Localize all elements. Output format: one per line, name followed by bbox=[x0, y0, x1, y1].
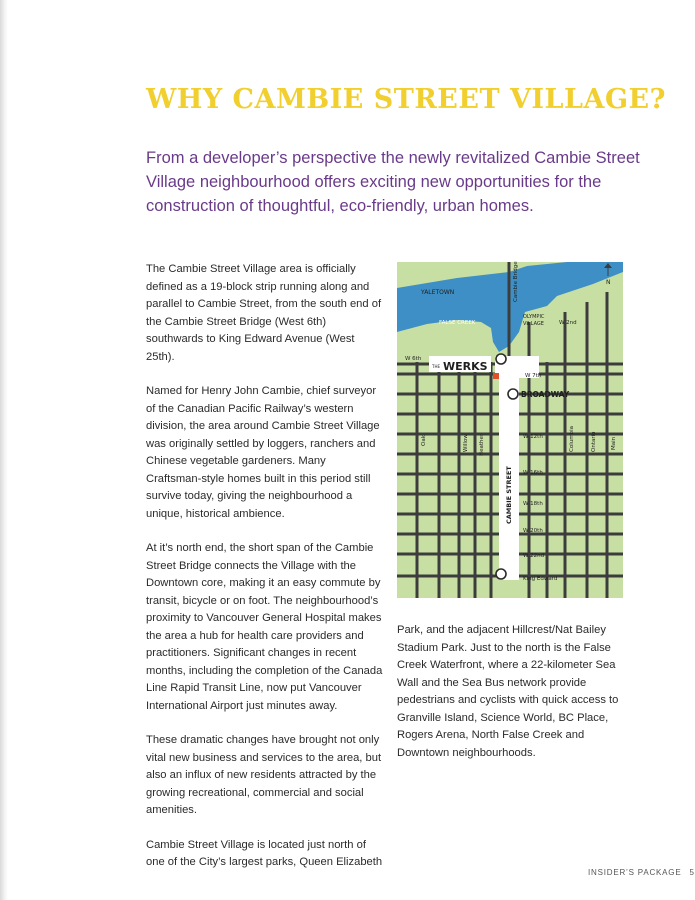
map-label-columbia: Columbia bbox=[569, 426, 575, 452]
map-label-king-edward: King Edward bbox=[523, 576, 558, 582]
body-paragraph: Cambie Street Village is located just north of one of the City’s largest parks, Queen Elizabeth bbox=[146, 838, 383, 868]
page-footer bbox=[588, 868, 695, 877]
map-label-village: VILLAGE bbox=[523, 321, 544, 327]
map-label-w16th: W 16th bbox=[523, 470, 543, 476]
body-paragraph: At it’s north end, the short span of the Cambie Street Bridge connects the Village with the Downtown core, making it an easy commute by transit, bicycle or on foot. The neighbourhood’s proximity to Vancouver General Hospital makes the area a hub for health care providers and practitioners. Significant changes in recent months, including the completion of the Canada Line Rapid Transit Line, now put Vancouver International Airport just minutes away. bbox=[146, 542, 383, 712]
map-label-w2nd: W 2nd bbox=[559, 320, 577, 326]
left-text-column bbox=[146, 261, 384, 889]
map-label-broadway: BROADWAY bbox=[521, 390, 570, 399]
transit-station-icon bbox=[496, 354, 506, 364]
page-headline: WHY CAMBIE STREET VILLAGE? bbox=[146, 84, 666, 115]
map-label-w6th: W 6th bbox=[405, 356, 422, 362]
page-edge-shadow bbox=[0, 0, 8, 900]
map-label-w12th: W 12th bbox=[523, 434, 543, 440]
map-label-willow: Willow bbox=[463, 434, 469, 452]
map-label-heather: Heather bbox=[479, 433, 485, 456]
body-paragraph: These dramatic changes have brought not only vital new business and services to the area, but also an influx of new residents attracted by the growing recreational, commercial and social amenities. bbox=[146, 734, 382, 816]
transit-station-icon bbox=[496, 569, 506, 579]
body-paragraph: Park, and the adjacent Hillcrest/Nat Bailey Stadium Park. Just to the north is the False Creek Waterfront, where a 22-kilometer Sea Wall and the Sea Bus network provide pedestrians and cyclists with quick access to Granville Island, Science World, BC Place, Rogers Arena, North False Creek and Downtown neighbourhoods. bbox=[397, 624, 619, 759]
map-label-cambie-bridge: Cambie Bridge bbox=[513, 261, 519, 302]
werks-location-marker bbox=[493, 373, 499, 379]
map-label-cambie-street: CAMBIE STREET bbox=[505, 466, 513, 524]
right-text-column bbox=[397, 622, 637, 779]
map-label-werks-small: THE bbox=[432, 364, 440, 369]
map-label-w20th: W 20th bbox=[523, 528, 543, 534]
body-paragraph: Named for Henry John Cambie, chief surveyor of the Canadian Pacific Railway’s western division, the area around Cambie Street Village was originally settled by loggers, ranchers and Chinese vegetable gardeners. Many Craftsman-style homes built in this period still survive today, giving the neighbourhood a unique, historical ambience. bbox=[146, 385, 380, 520]
map-label-north: N bbox=[606, 279, 611, 286]
map-label-false-creek: FALSE CREEK bbox=[439, 320, 476, 326]
footer-label: INSIDER’S PACKAGE bbox=[588, 868, 682, 877]
neighbourhood-map bbox=[397, 262, 623, 598]
map-label-w22nd: W 22nd bbox=[523, 553, 545, 559]
map-label-w18th: W 18th bbox=[523, 501, 543, 507]
intro-paragraph: From a developer’s perspective the newly revitalized Cambie Street Village neighbourhood offers exciting new opportunities for the construction of thoughtful, eco-friendly, urban homes. bbox=[146, 149, 640, 215]
map-label-ontario: Ontario bbox=[591, 431, 597, 452]
map-label-main: Main bbox=[611, 436, 617, 450]
map-label-yaletown: YALETOWN bbox=[421, 289, 455, 296]
map-label-olympic: OLYMPIC bbox=[523, 314, 545, 320]
page-number: 5 bbox=[689, 868, 695, 877]
map-label-oak: Oak bbox=[421, 435, 427, 446]
transit-station-icon bbox=[508, 389, 518, 399]
map-label-w7th: W 7th bbox=[525, 373, 542, 379]
body-paragraph: The Cambie Street Village area is officially defined as a 19-block strip running along and parallel to Cambie Street, from the south end of the Cambie Street Bridge (West 6th) southwards to King Edward Avenue (West 25th). bbox=[146, 263, 382, 363]
map-label-werks: WERKS bbox=[443, 360, 488, 373]
